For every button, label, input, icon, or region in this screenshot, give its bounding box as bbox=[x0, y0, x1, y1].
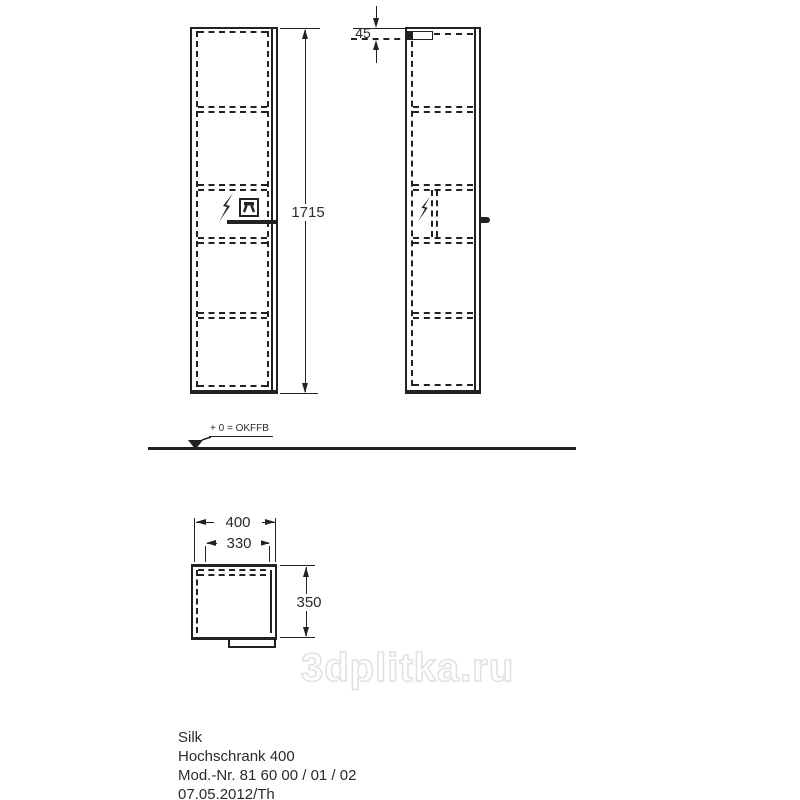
height-arrow-top bbox=[302, 29, 308, 39]
front-door-gap-line bbox=[271, 29, 273, 390]
front-hidden-edge-left bbox=[196, 31, 198, 387]
width-arrow-right bbox=[265, 519, 275, 525]
plan-door-hidden-line bbox=[198, 569, 266, 576]
power-socket-icon bbox=[239, 198, 259, 217]
top-detail-dimension-label: 45 bbox=[355, 25, 371, 41]
height-ext-line-top bbox=[280, 28, 320, 29]
title-block bbox=[178, 728, 356, 800]
side-hidden-edge-top bbox=[434, 33, 473, 35]
depth-arrow-bottom bbox=[303, 627, 309, 637]
width-arrow-left bbox=[196, 519, 206, 525]
side-hidden-edge-left bbox=[411, 31, 413, 386]
product-name: Hochschrank 400 bbox=[178, 748, 295, 765]
inner-width-ext-left bbox=[205, 546, 206, 562]
width-dimension-label: 400 bbox=[214, 514, 262, 531]
width-ext-left bbox=[194, 518, 195, 562]
plan-hidden-edge-left bbox=[196, 570, 198, 633]
datum-symbol bbox=[186, 436, 214, 451]
lightning-icon bbox=[418, 196, 432, 223]
door-handle bbox=[481, 217, 490, 223]
width-ext-right bbox=[275, 518, 276, 562]
inner-width-dimension-label: 330 bbox=[217, 535, 261, 552]
plan-inner-edge-right bbox=[270, 570, 272, 633]
drawing-date: 07.05.2012/Th bbox=[178, 786, 275, 800]
height-arrow-bottom bbox=[302, 383, 308, 393]
side-top-fitting bbox=[412, 31, 433, 40]
depth-ext-bottom bbox=[280, 637, 315, 638]
detail-arrow-line-bottom bbox=[376, 49, 377, 63]
front-hidden-edge-top bbox=[198, 31, 267, 33]
side-shelf-line-4 bbox=[413, 312, 473, 319]
series-name: Silk bbox=[178, 729, 203, 746]
height-ext-line-bottom bbox=[280, 393, 318, 394]
front-shelf-line-2 bbox=[198, 184, 267, 191]
front-shelf-line-1 bbox=[198, 106, 267, 113]
model-number: Mod.-Nr. 81 60 00 / 01 / 02 bbox=[178, 767, 357, 784]
front-hidden-edge-right bbox=[267, 31, 269, 387]
depth-arrow-top bbox=[303, 567, 309, 577]
datum-label: + 0 = OKFFB bbox=[209, 423, 273, 437]
height-dimension-label: 1715 bbox=[283, 204, 333, 221]
inner-width-ext-right bbox=[269, 546, 270, 562]
side-divider-hidden bbox=[431, 190, 438, 237]
depth-dimension-label: 350 bbox=[285, 594, 333, 611]
lightning-icon bbox=[219, 193, 235, 223]
front-shelf-line-4 bbox=[198, 312, 267, 319]
side-door-panel-line bbox=[474, 29, 476, 390]
inner-width-arrow-left bbox=[206, 540, 216, 546]
side-shelf-line-3 bbox=[413, 237, 473, 244]
watermark-text: 3dplitka.ru bbox=[301, 646, 515, 690]
depth-ext-top bbox=[280, 565, 315, 566]
side-shelf-line-1 bbox=[413, 106, 473, 113]
plan-back-panel bbox=[228, 640, 276, 648]
side-shelf-line-2 bbox=[413, 184, 473, 191]
side-hidden-edge-bottom bbox=[413, 384, 473, 386]
side-view-outline bbox=[405, 27, 481, 394]
front-hidden-edge-bottom bbox=[198, 385, 267, 387]
front-shelf-line-3 bbox=[198, 237, 267, 244]
